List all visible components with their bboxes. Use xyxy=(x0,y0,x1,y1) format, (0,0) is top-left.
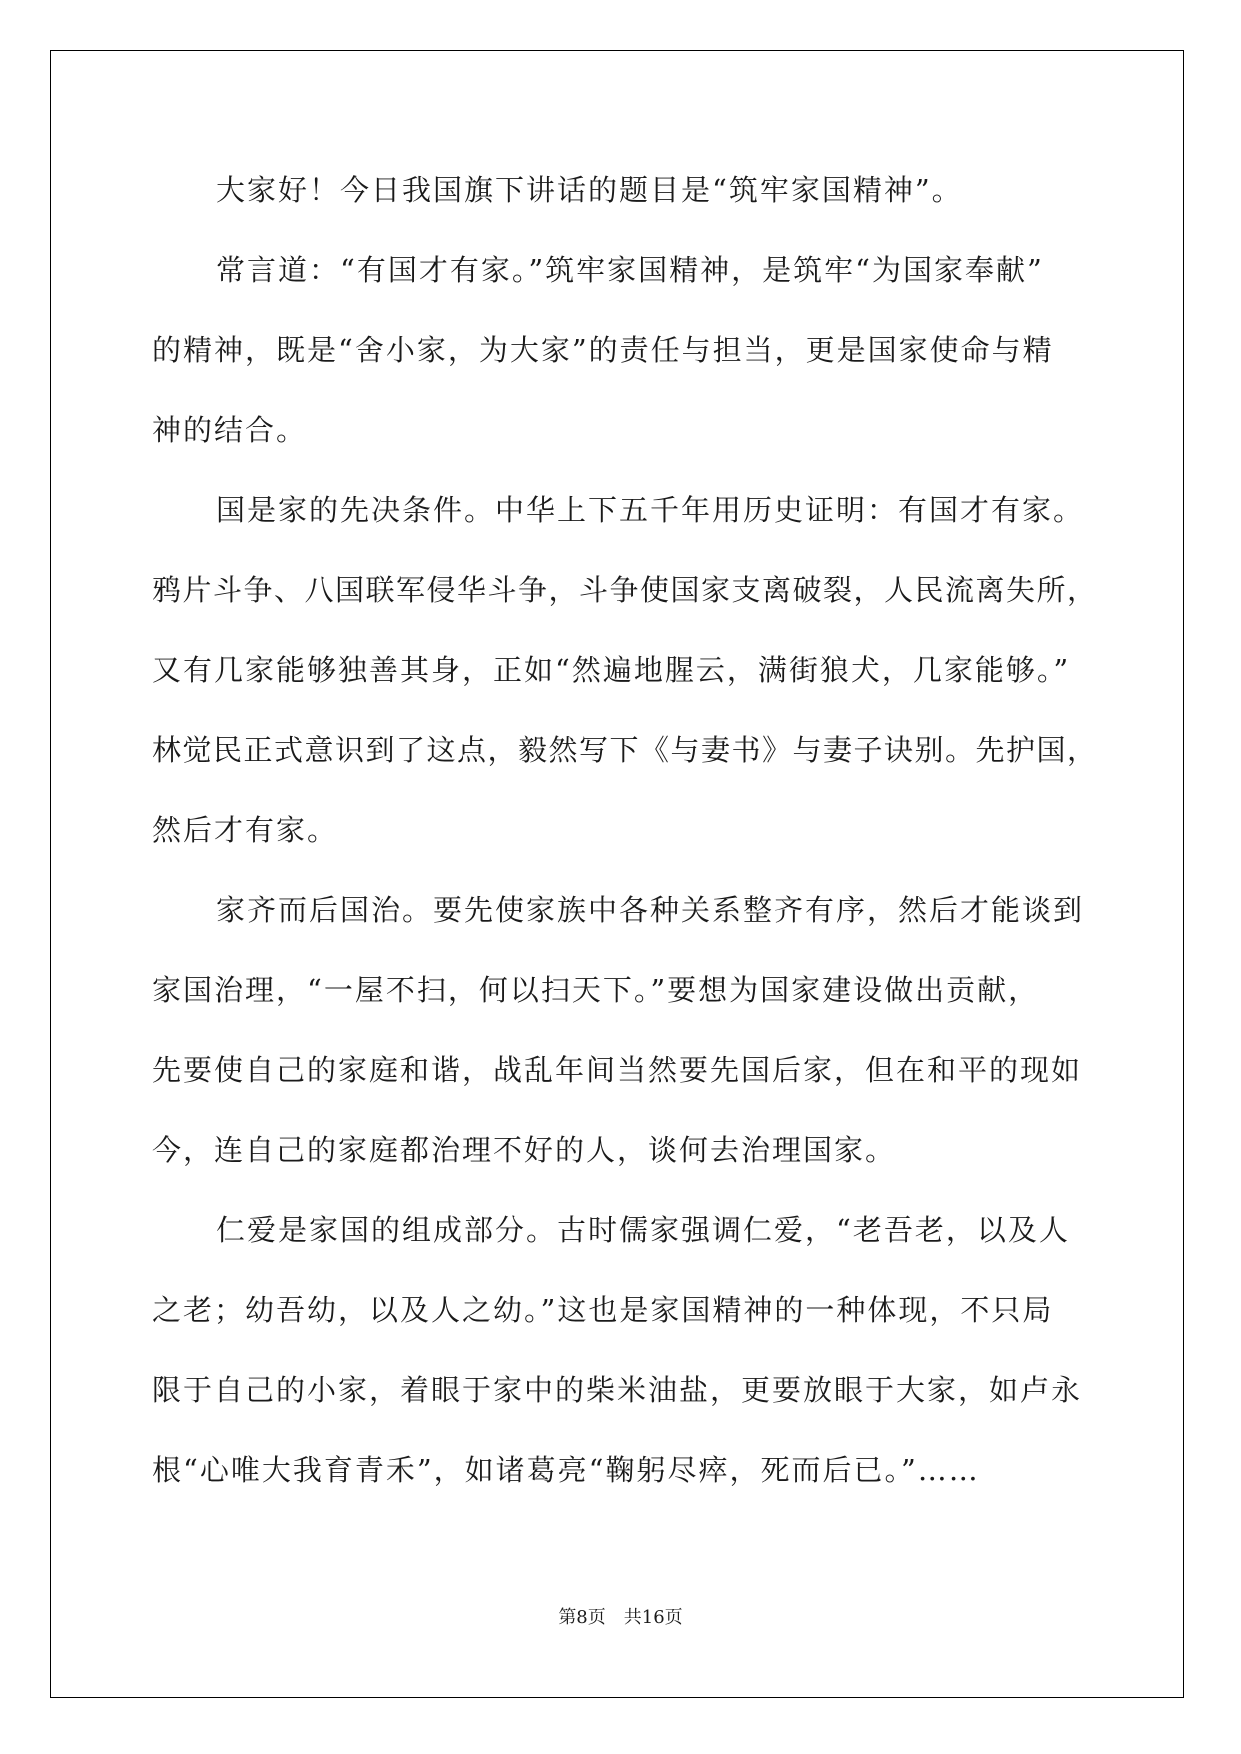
paragraph-line: 家齐而后国治。要先使家族中各种关系整齐有序，然后才能谈到 xyxy=(216,893,1085,927)
paragraph-line: 林觉民正式意识到了这点，毅然写下《与妻书》与妻子诀别。先护国， xyxy=(152,733,1098,767)
paragraph-line: 然后才有家。 xyxy=(152,813,339,847)
paragraph-line: 常言道：“有国才有家。”筑牢家国精神，是筑牢“为国家奉献” xyxy=(216,253,1044,287)
paragraph-line: 又有几家能够独善其身，正如“然遍地腥云，满街狼犬，几家能够。” xyxy=(152,653,1071,687)
paragraph-line: 先要使自己的家庭和谐，战乱年间当然要先国后家，但在和平的现如 xyxy=(152,1053,1083,1087)
paragraph-line: 大家好！今日我国旗下讲话的题目是“筑牢家国精神”。 xyxy=(216,173,963,207)
paragraph-line: 神的结合。 xyxy=(152,413,308,447)
paragraph-line: 的精神，既是“舍小家，为大家”的责任与担当，更是国家使命与精 xyxy=(152,333,1054,367)
paragraph-line: 家国治理，“一屋不扫，何以扫天下。”要想为国家建设做出贡献， xyxy=(152,973,1040,1007)
paragraph-line: 今，连自己的家庭都治理不好的人，谈何去治理国家。 xyxy=(152,1133,897,1167)
paragraph-line: 之老；幼吾幼，以及人之幼。”这也是家国精神的一种体现，不只局 xyxy=(152,1293,1054,1327)
page-number-footer: 第8页 共16页 xyxy=(558,1607,683,1628)
paragraph-line: 仁爱是家国的组成部分。古时儒家强调仁爱，“老吾老，以及人 xyxy=(216,1213,1070,1247)
paragraph-line: 国是家的先决条件。中华上下五千年用历史证明：有国才有家。 xyxy=(216,493,1085,527)
paragraph-line: 鸦片斗争、八国联军侵华斗争，斗争使国家支离破裂，人民流离失所， xyxy=(152,573,1098,607)
paragraph-line: 根“心唯大我育青禾”，如诸葛亮“鞠躬尽瘁，死而后已。”…… xyxy=(152,1453,980,1487)
paragraph-line: 限于自己的小家，着眼于家中的柴米油盐，更要放眼于大家，如卢永 xyxy=(152,1373,1083,1407)
